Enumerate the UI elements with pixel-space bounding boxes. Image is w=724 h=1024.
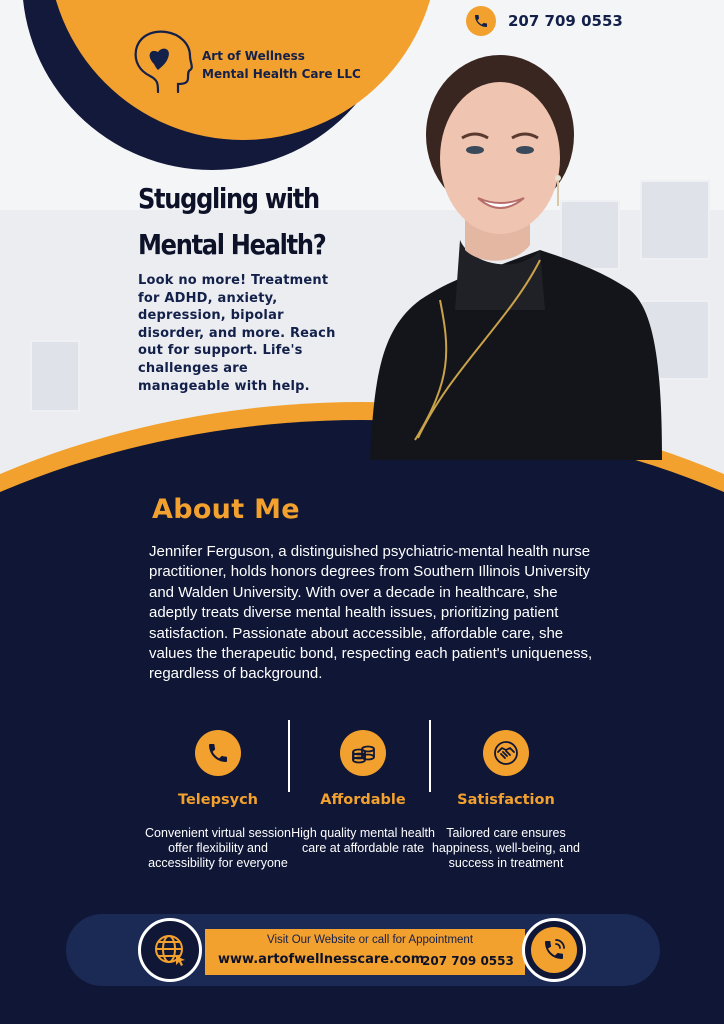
footer-phone-number[interactable]: 207 709 0553 [422,954,514,968]
brand-name-line1: Art of Wellness [202,49,305,63]
feature-title: Telepsych [178,792,258,808]
feature-telepsych [143,730,293,872]
phone-call-icon [531,927,577,973]
feature-affordable [288,730,438,856]
call-button[interactable] [522,918,586,982]
about-text: Jennifer Ferguson, a distinguished psychiatric-mental health nurse practitioner, holds honors degrees from Southern Illinois University and Walden University. With over a decade in healthcare, she adeptly treats diverse mental health issues, prioritizing patient satisfaction. Passionate about accessible, affordable care, she values the therapeutic bond, respecting each patient's uniqueness, regardless of background. [149,543,593,683]
hero-headline-line2: Mental Health? [138,228,326,261]
hero-intro: Look no more! Treatment for ADHD, anxiety, depression, bipolar disorder, and more. Reach out for support. Life's challenges are manageable with help. [138,273,336,394]
header-phone-number[interactable]: 207 709 0553 [508,12,623,30]
feature-satisfaction [431,730,581,872]
website-button[interactable] [138,918,202,982]
feature-desc: Tailored care ensures happiness, well-being, and success in treatment [431,826,581,871]
hero-headline-line1: Stuggling with [138,182,319,215]
brand-name [202,47,361,83]
feature-desc: Convenient virtual session offer flexibility and accessibility for everyone [145,826,291,871]
portrait-photo [340,50,662,460]
brand-name-line2: Mental Health Care LLC [202,67,361,81]
phone-icon [195,730,241,776]
feature-desc: High quality mental health care at affordable rate [291,826,435,856]
handshake-icon [483,730,529,776]
globe-icon [147,927,193,973]
footer-website-link[interactable]: www.artofwellnesscare.com [218,952,425,967]
feature-title: Affordable [320,792,406,808]
hero-headline [138,176,325,268]
about-title: About Me [152,494,300,525]
footer-caption: Visit Our Website or call for Appointment [266,934,474,946]
coins-icon [340,730,386,776]
feature-title: Satisfaction [457,792,555,808]
heart-head-logo-icon [128,28,200,96]
header-phone[interactable] [466,6,623,36]
phone-icon [466,6,496,36]
